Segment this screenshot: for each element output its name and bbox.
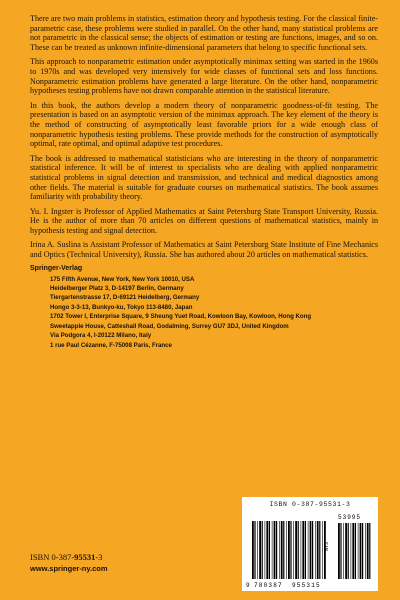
barcode-bar — [266, 521, 268, 579]
barcode-bar — [355, 523, 356, 579]
barcode-bar — [322, 521, 323, 579]
barcode-isbn-label: ISBN 0-387-95531-3 — [248, 499, 372, 511]
barcode-bar — [265, 521, 266, 579]
barcode-bar — [276, 521, 277, 579]
publisher-address: Via Podgora 4, I-20122 Milano, Italy — [50, 332, 152, 340]
barcode-bar — [358, 523, 359, 579]
barcode-bar — [308, 521, 309, 579]
barcode-bar — [281, 521, 283, 579]
publisher-block — [30, 265, 378, 350]
paragraph-approach: This approach to nonparametric estimation under asymptotically minimax setting was started in the 1960s to 1970s and was developed very intensively for wide classes of functional sets and loss functions. Nonparametric estimation problems have generated a large literature. On the other hand, nonparametric hypotheses testing problems have not drawn comparable attention in the statistical literature. — [30, 57, 378, 96]
barcode-bar — [274, 521, 276, 579]
barcode-digits-right: 955315 — [292, 582, 321, 589]
barcode-bar — [269, 521, 270, 579]
barcode-bar — [262, 521, 263, 579]
barcode-bar — [351, 523, 352, 579]
barcode-bar — [365, 523, 366, 579]
barcode-bar — [298, 521, 299, 579]
barcode-digits-left: 780387 — [254, 582, 283, 589]
paragraph-author-ingster: Yu. I. Ingster is Professor of Applied Mathematics at Saint Petersburg State Transport University, Russia. He is the author of more than 70 articles on different questions of mathematical statistics, mainly in hypothesis testing and signal detection. — [30, 206, 378, 235]
paragraph-audience: The book is addressed to mathematical statisticians who are interesting in the theory of nonparametric statistical inference. It will be of interest to specialists who are dealing with applied nonparametric statistical problems in signal detection and transmission, and technical and medical diagnostics among other fields. The material is suitable for graduate courses on mathematical statistics. The book assumes familiarity with probability theory. — [30, 153, 378, 202]
publisher-address: Heidelberger Platz 3, D-14197 Berlin, Germany — [50, 285, 184, 293]
barcode-bar — [279, 521, 280, 579]
barcode-bar — [369, 523, 370, 579]
barcode-bar — [259, 521, 261, 579]
paragraph-author-suslina: Irina A. Suslina is Assistant Professor of Mathematics at Saint Petersburg State Institute of Fine Mechanics and Optics (Technical University), Russia. She has authored about 20 articles on mathematical statistics. — [30, 240, 378, 260]
barcode-bar — [345, 523, 347, 579]
publisher-address: 1 rue Paul Cézanne, F-75008 Paris, France — [50, 341, 172, 349]
isbn-block — [30, 552, 108, 573]
barcode-bar — [283, 521, 284, 579]
barcode-bar — [252, 521, 254, 579]
barcode-graphic — [246, 511, 374, 589]
publisher-address: Sweetapple House, Catteshall Road, Godalming, Surrey GU7 3DJ, United Kingdom — [50, 322, 289, 330]
publisher-address: Tiergartenstrasse 17, D-69121 Heidelberg, Germany — [50, 294, 200, 302]
barcode-bar — [352, 523, 354, 579]
barcode-bar — [367, 523, 369, 579]
barcode — [242, 497, 378, 591]
barcode-bar — [302, 521, 304, 579]
publisher-address: 1702 Tower I, Enterprise Square, 9 Sheung Yuet Road, Kowloon Bay, Kowloon, Hong Kong — [50, 313, 312, 321]
publisher-address: Hongo 3-3-13, Bunkyo-ku, Tokyo 113-8480, Japan — [50, 303, 193, 311]
publisher-name: Springer-Verlag — [30, 264, 83, 272]
barcode-bar — [315, 521, 316, 579]
barcode-bar — [338, 523, 340, 579]
barcode-bar — [257, 521, 258, 579]
isbn-number: ISBN 0-387-95531-3 — [30, 552, 103, 562]
barcode-bar — [295, 521, 297, 579]
barcode-addon-digits: 53995 — [338, 514, 362, 521]
barcode-bar — [360, 523, 362, 579]
publisher-address: 175 Fifth Avenue, New York, New York 10010, USA — [50, 275, 195, 283]
barcode-price-code: NYS — [324, 541, 330, 551]
barcode-bar — [340, 523, 341, 579]
barcode-bar — [286, 521, 287, 579]
paragraph-book: In this book, the authors develop a modern theory of nonparametric goodness-of-fit testing. The presentation is based on an asymptotic version of the minimax approach. The key element of the theory is the method of constructing of asymptotically least favorable priors for a wide enough class of nonparametric hypothesis testing problems. These provide methods for the construction of asymptotically optimal, rate optimal, and optimal adaptive test procedures. — [30, 100, 378, 149]
publisher-url[interactable]: www.springer-ny.com — [30, 564, 108, 573]
back-cover-text — [30, 14, 378, 350]
barcode-bar — [305, 521, 306, 579]
barcode-bar — [312, 521, 313, 579]
barcode-bar — [319, 521, 320, 579]
barcode-bar — [317, 521, 319, 579]
barcode-digit-first: 9 — [246, 582, 250, 589]
barcode-bar — [362, 523, 363, 579]
barcode-bar — [254, 521, 255, 579]
barcode-bar — [301, 521, 302, 579]
barcode-bar — [348, 523, 349, 579]
barcode-bar — [310, 521, 312, 579]
paragraph-intro: There are two main problems in statistics, estimation theory and hypothesis testing. For the classical finite-parametric case, these problems were studied in parallel. On the other hand, many statistical problems are not parametric in the classical sense; the objects of estimation or testing are functions, images, and so on. These can be treated as unknown infinite-dimensional parameters that belong to specific functional sets. — [30, 14, 378, 52]
barcode-bar — [343, 523, 344, 579]
barcode-bar — [272, 521, 273, 579]
barcode-bar — [290, 521, 291, 579]
barcode-bar — [293, 521, 294, 579]
barcode-bar — [288, 521, 290, 579]
